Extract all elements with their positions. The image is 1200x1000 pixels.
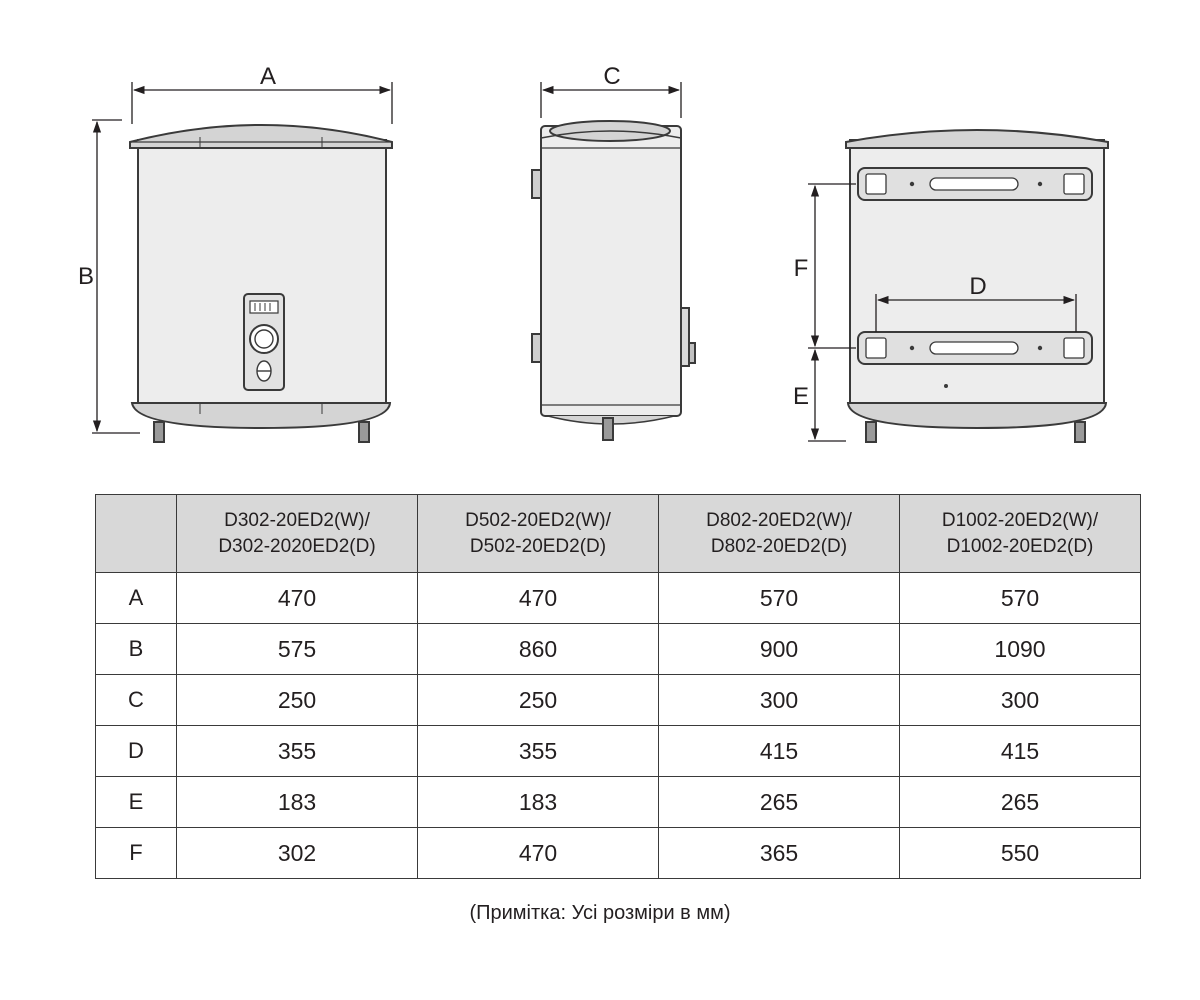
table-cell: 860 [418,624,659,675]
dimensions-table [95,494,1141,879]
table-cell: 250 [177,675,418,726]
table-row [96,726,1141,777]
row-label: B [96,624,177,675]
label-a: A [259,63,277,90]
table-cell: 300 [900,675,1141,726]
column-header-model: D1002-20ED2(W)/ D1002-20ED2(D) [900,495,1141,573]
table-cell: 183 [177,777,418,828]
front-view [130,125,392,442]
table-cell: 570 [900,573,1141,624]
column-header-model: D802-20ED2(W)/ D802-20ED2(D) [659,495,900,573]
table-cell: 183 [418,777,659,828]
label-b: B [77,263,95,290]
table-row [96,624,1141,675]
table-header-row [96,495,1141,573]
dimension-b [92,120,140,433]
column-header-model: D302-20ED2(W)/ D302-2020ED2(D) [177,495,418,573]
units-note: (Примітка: Усі розміри в мм) [469,902,731,924]
table-cell: 355 [177,726,418,777]
table-cell: 355 [418,726,659,777]
table-row [96,573,1141,624]
table-cell: 415 [900,726,1141,777]
dimension-diagram [0,0,1200,470]
label-d: D [969,273,987,300]
table-cell: 250 [418,675,659,726]
label-c: C [603,63,621,90]
dimension-f [808,184,856,348]
table-cell: 415 [659,726,900,777]
table-cell: 1090 [900,624,1141,675]
table-cell: 265 [659,777,900,828]
label-f: F [793,255,809,282]
row-label: F [96,828,177,879]
row-label: C [96,675,177,726]
table-corner-cell [96,495,177,573]
table-row [96,828,1141,879]
row-label: A [96,573,177,624]
table-cell: 300 [659,675,900,726]
table-cell: 470 [177,573,418,624]
table-cell: 470 [418,573,659,624]
side-view [532,121,695,440]
table-row [96,777,1141,828]
table-cell: 470 [418,828,659,879]
table-cell: 550 [900,828,1141,879]
table-cell: 900 [659,624,900,675]
dimension-e [808,350,846,441]
table-cell: 575 [177,624,418,675]
label-e: E [792,383,810,410]
table-row [96,675,1141,726]
row-label: D [96,726,177,777]
table-cell: 265 [900,777,1141,828]
row-label: E [96,777,177,828]
table-cell: 365 [659,828,900,879]
table-cell: 302 [177,828,418,879]
column-header-model: D502-20ED2(W)/ D502-20ED2(D) [418,495,659,573]
table-cell: 570 [659,573,900,624]
